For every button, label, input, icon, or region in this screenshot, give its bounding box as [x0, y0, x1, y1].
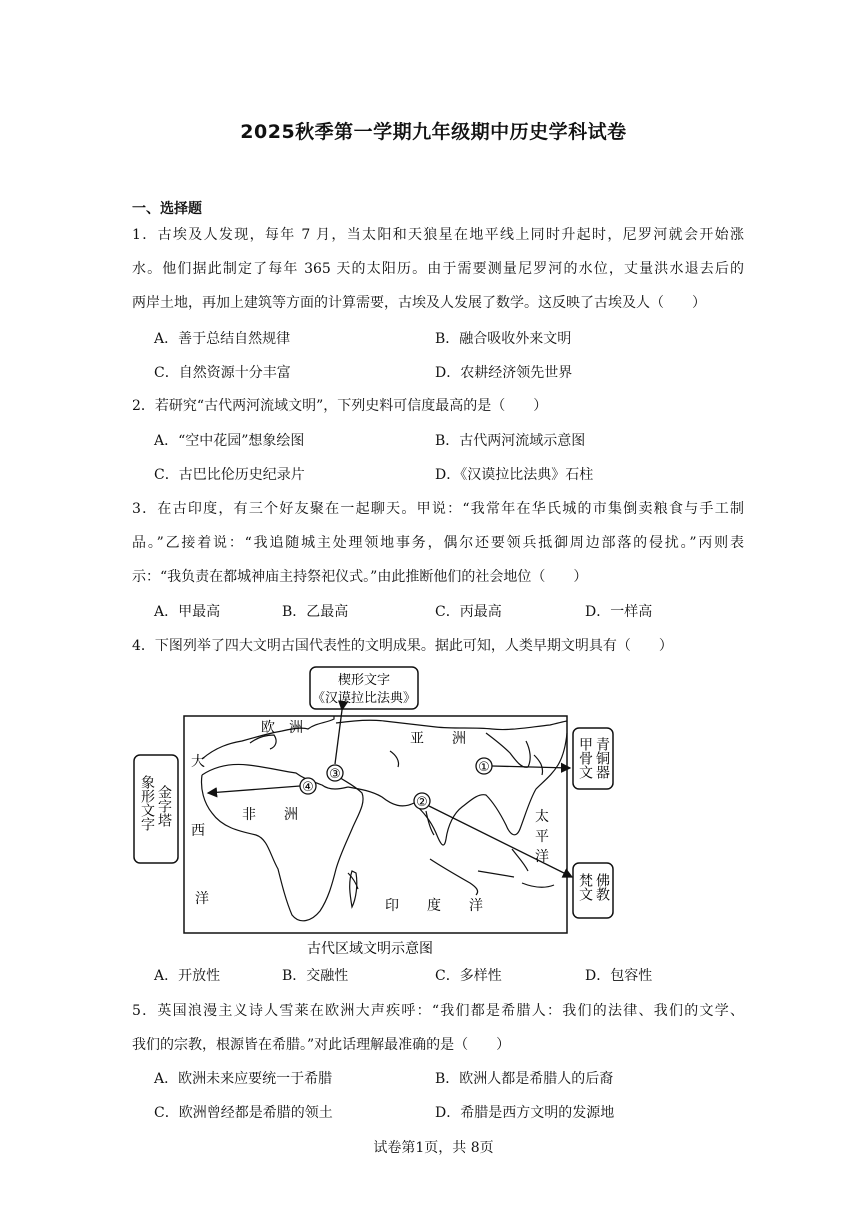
box-left-col2: 象形文字: [139, 775, 155, 831]
option-c[interactable]: C．欧洲曾经都是希腊的领土: [154, 1105, 333, 1121]
page-footer: 试卷第1页，共 8页: [373, 1140, 494, 1156]
label-atlantic-3: 洋: [195, 891, 209, 907]
label-atlantic-2: 西: [191, 823, 205, 839]
option-b[interactable]: B．交融性: [282, 968, 349, 984]
option-a[interactable]: A．善于总结自然规律: [154, 331, 291, 347]
question-1: [132, 218, 744, 320]
option-b[interactable]: B．古代两河流域示意图: [435, 433, 586, 449]
option-b[interactable]: B．乙最高: [282, 604, 349, 620]
question-line: 我们的宗教，根源皆在希腊。”对此话理解最准确的是（ ）: [132, 1037, 511, 1053]
question-line: 两岸土地，再加上建筑等方面的计算需要，古埃及人发展了数学。这反映了古埃及人（ ）: [132, 295, 706, 311]
question-2: [132, 389, 744, 423]
label-europe: 欧 洲: [261, 720, 303, 736]
marker-1: ①: [478, 760, 490, 775]
question-line: 示：“我负责在都城神庙主持祭祀仪式。”由此推断他们的社会地位（ ）: [132, 569, 588, 585]
option-a[interactable]: A．开放性: [154, 968, 221, 984]
ancient-civilizations-map: [130, 663, 620, 961]
label-pacific-2: 平: [535, 829, 549, 845]
label-pacific-3: 洋: [535, 849, 549, 865]
option-a[interactable]: A．“空中花园”想象绘图: [154, 433, 305, 449]
question-line: 5．英国浪漫主义诗人雪莱在欧洲大声疾呼：“我们都是希腊人：我们的法律、我们的文学、: [132, 1003, 744, 1019]
option-c[interactable]: C．自然资源十分丰富: [154, 365, 291, 381]
option-b[interactable]: B．欧洲人都是希腊人的后裔: [435, 1071, 614, 1087]
marker-2: ②: [416, 795, 428, 810]
option-c[interactable]: C．古巴比伦历史纪录片: [154, 467, 305, 483]
question-4: [132, 629, 744, 663]
option-d[interactable]: D．希腊是西方文明的发源地: [435, 1105, 615, 1121]
question-line: 水。他们据此制定了每年 365 天的太阳历。由于需要测量尼罗河的水位，丈量洪水退去后的: [132, 261, 744, 277]
map-frame: [184, 716, 567, 933]
option-b[interactable]: B．融合吸收外来文明: [435, 331, 572, 347]
section-heading: 一、选择题: [132, 201, 202, 217]
option-a[interactable]: A．甲最高: [154, 604, 221, 620]
option-c[interactable]: C．多样性: [435, 968, 502, 984]
option-d[interactable]: D．一样高: [585, 604, 653, 620]
box-right-top-col1: 青铜器: [594, 737, 610, 779]
label-atlantic-1: 大: [191, 754, 205, 770]
question-line: 2．若研究“古代两河流域文明”，下列史料可信度最高的是（ ）: [132, 398, 548, 414]
question-3: [132, 492, 744, 594]
question-5: [132, 994, 744, 1062]
box-top-line1: 楔形文字: [337, 673, 391, 688]
page-title: 2025秋季第一学期九年级期中历史学科试卷: [240, 121, 627, 143]
box-left-col1: 金字塔: [156, 785, 172, 827]
box-right-bottom-col2: 梵文: [577, 873, 593, 901]
box-top-line2: 《汉谟拉比法典》: [311, 691, 417, 706]
question-line: 3．在古印度，有三个好友聚在一起聊天。甲说：“我常年在华氏城的市集倒卖粮食与手工制: [132, 501, 744, 517]
marker-4: ④: [302, 780, 314, 795]
label-africa: 非 洲: [242, 807, 298, 823]
box-right-top-col2: 甲骨文: [577, 737, 593, 779]
map-caption: 古代区域文明示意图: [307, 941, 433, 957]
question-line: 1．古埃及人发现，每年 7 月，当太阳和天狼星在地平线上同时升起时，尼罗河就会开始涨: [132, 227, 744, 243]
option-c[interactable]: C．丙最高: [435, 604, 502, 620]
label-indian-ocean: 印 度 洋: [385, 898, 483, 914]
option-d[interactable]: D．《汉谟拉比法典》石柱: [435, 467, 594, 483]
option-a[interactable]: A．欧洲未来应要统一于希腊: [154, 1071, 333, 1087]
box-right-bottom-col1: 佛教: [594, 873, 610, 901]
marker-3: ③: [329, 767, 341, 782]
option-d[interactable]: D．农耕经济领先世界: [435, 365, 573, 381]
question-line: 4．下图列举了四大文明古国代表性的文明成果。据此可知，人类早期文明具有（ ）: [132, 638, 673, 654]
question-line: 品。”乙接着说：“我追随城主处理领地事务，偶尔还要领兵抵御周边部落的侵扰。”丙则表: [132, 535, 744, 551]
option-d[interactable]: D．包容性: [585, 968, 653, 984]
label-pacific-1: 太: [535, 809, 549, 825]
label-asia: 亚 洲: [410, 731, 466, 747]
